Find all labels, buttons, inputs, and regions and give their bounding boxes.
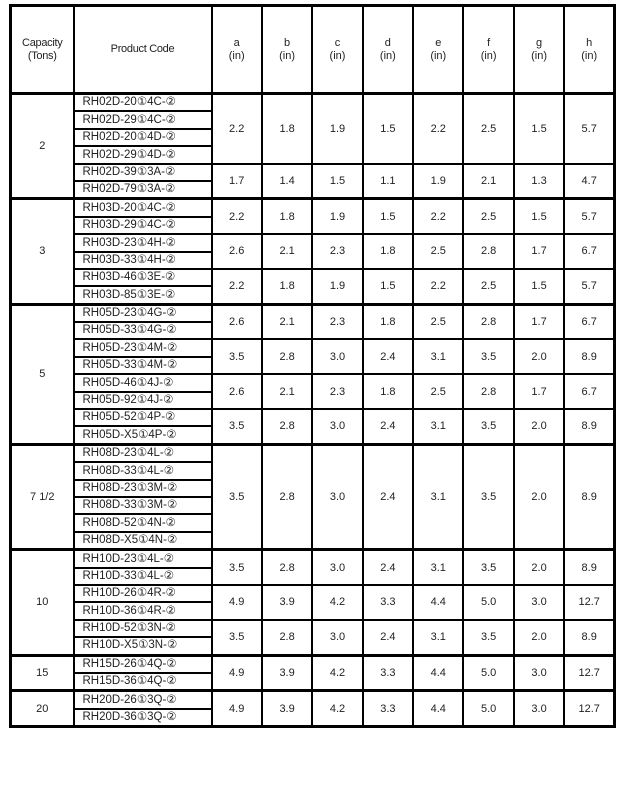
- dim-b-cell: 2.8: [262, 409, 312, 444]
- table-row: [11, 444, 615, 462]
- header-dim-unit: (in): [581, 49, 598, 62]
- dim-h-cell: 6.7: [564, 234, 614, 269]
- product-code-cell: RH03D-46①3E-②: [74, 269, 212, 286]
- product-code-cell: RH08D-52①4N-②: [74, 514, 212, 531]
- dim-a-cell: 4.9: [212, 655, 262, 691]
- dim-b-cell: 1.4: [262, 164, 312, 199]
- table-header: [11, 6, 615, 94]
- dim-f-cell: 3.5: [463, 339, 513, 374]
- dim-c-cell: 4.2: [312, 585, 362, 620]
- dim-c-cell: 2.3: [312, 234, 362, 269]
- dim-f-cell: 5.0: [463, 585, 513, 620]
- dim-a-cell: 3.5: [212, 444, 262, 549]
- product-code-cell: RH02D-20①4D-②: [74, 129, 212, 146]
- dim-d-cell: 2.4: [363, 409, 413, 444]
- header-capacity-unit: (Tons): [27, 49, 57, 62]
- capacity-cell: 3: [11, 199, 74, 304]
- dim-h-cell: 5.7: [564, 269, 614, 304]
- dim-a-cell: 4.9: [212, 691, 262, 727]
- product-code-cell: RH05D-92①4J-②: [74, 392, 212, 409]
- table-row: [11, 199, 615, 217]
- dim-e-cell: 3.1: [413, 620, 463, 655]
- dim-e-cell: 1.9: [413, 164, 463, 199]
- header-dim-f: [463, 6, 513, 94]
- product-code-cell: RH15D-36①4Q-②: [74, 673, 212, 691]
- dim-g-cell: 1.5: [514, 199, 564, 234]
- dim-c-cell: 4.2: [312, 655, 362, 691]
- product-code-cell: RH08D-23①4L-②: [74, 444, 212, 462]
- dim-g-cell: 3.0: [514, 655, 564, 691]
- dim-h-cell: 5.7: [564, 199, 614, 234]
- table-row: [11, 655, 615, 673]
- capacity-cell: 7 1/2: [11, 444, 74, 549]
- product-code-cell: RH05D-X5①4P-②: [74, 426, 212, 444]
- dim-b-cell: 2.1: [262, 234, 312, 269]
- product-code-cell: RH02D-79①3A-②: [74, 181, 212, 199]
- dim-b-cell: 1.8: [262, 269, 312, 304]
- dim-f-cell: 3.5: [463, 409, 513, 444]
- dim-h-cell: 4.7: [564, 164, 614, 199]
- header-dim-key: d: [384, 37, 391, 50]
- dim-f-cell: 3.5: [463, 550, 513, 585]
- dim-f-cell: 2.5: [463, 94, 513, 164]
- capacity-group: [11, 94, 615, 199]
- header-dim-h: [564, 6, 614, 94]
- dim-b-cell: 1.8: [262, 199, 312, 234]
- table-row: [11, 339, 615, 356]
- dim-c-cell: 1.9: [312, 269, 362, 304]
- dim-d-cell: 3.3: [363, 691, 413, 727]
- capacity-group: [11, 691, 615, 727]
- dim-d-cell: 1.1: [363, 164, 413, 199]
- product-code-cell: RH03D-33①4H-②: [74, 252, 212, 269]
- dim-d-cell: 1.8: [363, 234, 413, 269]
- dim-f-cell: 3.5: [463, 444, 513, 549]
- product-code-cell: RH10D-X5①3N-②: [74, 637, 212, 655]
- table-row: [11, 409, 615, 426]
- table-row: [11, 374, 615, 391]
- product-code-cell: RH02D-29①4D-②: [74, 146, 212, 163]
- header-dim-unit: (in): [531, 49, 547, 62]
- dim-f-cell: 2.5: [463, 199, 513, 234]
- dim-c-cell: 2.3: [312, 374, 362, 409]
- dim-c-cell: 3.0: [312, 620, 362, 655]
- dim-h-cell: 6.7: [564, 374, 614, 409]
- dim-e-cell: 2.2: [413, 269, 463, 304]
- capacity-cell: 15: [11, 655, 74, 691]
- dim-e-cell: 3.1: [413, 409, 463, 444]
- product-code-cell: RH20D-26①3Q-②: [74, 691, 212, 709]
- product-code-cell: RH03D-20①4C-②: [74, 199, 212, 217]
- dim-b-cell: 3.9: [262, 585, 312, 620]
- dim-g-cell: 2.0: [514, 409, 564, 444]
- dim-c-cell: 1.5: [312, 164, 362, 199]
- product-code-cell: RH10D-26①4R-②: [74, 585, 212, 602]
- product-code-cell: RH10D-36①4R-②: [74, 602, 212, 619]
- product-code-cell: RH08D-33①4L-②: [74, 462, 212, 479]
- dim-b-cell: 2.1: [262, 304, 312, 339]
- header-dim-key: h: [586, 37, 593, 50]
- dim-g-cell: 2.0: [514, 444, 564, 549]
- table-row: [11, 550, 615, 568]
- capacity-cell: 2: [11, 94, 74, 199]
- header-dim-unit: (in): [379, 49, 396, 62]
- header-dim-g: [514, 6, 564, 94]
- dim-d-cell: 2.4: [363, 444, 413, 549]
- dim-e-cell: 4.4: [413, 655, 463, 691]
- product-code-cell: RH05D-33①4M-②: [74, 357, 212, 374]
- product-code-cell: RH05D-23①4G-②: [74, 304, 212, 322]
- header-dim-key: f: [487, 37, 491, 50]
- product-code-cell: RH08D-23①3M-②: [74, 480, 212, 497]
- dim-g-cell: 1.7: [514, 304, 564, 339]
- table-row: [11, 164, 615, 181]
- header-dim-key: a: [233, 37, 240, 50]
- dim-a-cell: 3.5: [212, 620, 262, 655]
- dim-a-cell: 2.6: [212, 304, 262, 339]
- dim-a-cell: 2.2: [212, 269, 262, 304]
- product-code-cell: RH02D-20①4C-②: [74, 94, 212, 112]
- capacity-cell: 10: [11, 550, 74, 655]
- header-product-code-label: Product Code: [110, 43, 175, 56]
- spec-table-container: [9, 4, 616, 728]
- dim-b-cell: 2.8: [262, 444, 312, 549]
- capacity-group: [11, 444, 615, 549]
- product-code-cell: RH08D-33①3M-②: [74, 497, 212, 514]
- dim-b-cell: 3.9: [262, 655, 312, 691]
- capacity-cell: 5: [11, 304, 74, 444]
- dim-h-cell: 12.7: [564, 691, 614, 727]
- dim-f-cell: 2.5: [463, 269, 513, 304]
- header-dim-key: e: [435, 37, 442, 50]
- dim-h-cell: 12.7: [564, 655, 614, 691]
- table-row: [11, 620, 615, 637]
- table-row: [11, 234, 615, 251]
- header-dim-key: g: [535, 37, 543, 50]
- dim-a-cell: 3.5: [212, 339, 262, 374]
- dim-g-cell: 3.0: [514, 585, 564, 620]
- dim-a-cell: 2.6: [212, 234, 262, 269]
- dim-e-cell: 2.2: [413, 94, 463, 164]
- dim-e-cell: 4.4: [413, 585, 463, 620]
- dim-c-cell: 4.2: [312, 691, 362, 727]
- dim-h-cell: 8.9: [564, 620, 614, 655]
- dim-c-cell: 3.0: [312, 409, 362, 444]
- dim-b-cell: 1.8: [262, 94, 312, 164]
- product-code-cell: RH03D-85①3E-②: [74, 286, 212, 304]
- product-code-cell: RH05D-23①4M-②: [74, 339, 212, 356]
- header-dim-unit: (in): [228, 49, 245, 62]
- dim-h-cell: 6.7: [564, 304, 614, 339]
- dim-c-cell: 3.0: [312, 550, 362, 585]
- product-code-cell: RH03D-29①4C-②: [74, 217, 212, 234]
- capacity-group: [11, 304, 615, 444]
- capacity-group: [11, 199, 615, 304]
- dim-b-cell: 2.8: [262, 620, 312, 655]
- product-code-cell: RH20D-36①3Q-②: [74, 709, 212, 727]
- table-row: [11, 269, 615, 286]
- capacity-group: [11, 655, 615, 691]
- header-dim-unit: (in): [279, 49, 296, 62]
- product-code-cell: RH08D-X5①4N-②: [74, 532, 212, 550]
- dim-h-cell: 8.9: [564, 339, 614, 374]
- product-code-cell: RH05D-46①4J-②: [74, 374, 212, 391]
- dim-d-cell: 1.5: [363, 269, 413, 304]
- table-row: [11, 691, 615, 709]
- dim-f-cell: 2.8: [463, 374, 513, 409]
- product-code-cell: RH15D-26①4Q-②: [74, 655, 212, 673]
- dim-c-cell: 3.0: [312, 339, 362, 374]
- dim-f-cell: 3.5: [463, 620, 513, 655]
- dim-g-cell: 1.5: [514, 94, 564, 164]
- dim-c-cell: 1.9: [312, 94, 362, 164]
- header-dim-unit: (in): [430, 49, 447, 62]
- capacity-cell: 20: [11, 691, 74, 727]
- header-dim-key: c: [334, 37, 341, 50]
- dim-e-cell: 2.2: [413, 199, 463, 234]
- dim-f-cell: 5.0: [463, 691, 513, 727]
- dim-e-cell: 4.4: [413, 691, 463, 727]
- dim-a-cell: 3.5: [212, 409, 262, 444]
- dim-h-cell: 8.9: [564, 550, 614, 585]
- dim-d-cell: 2.4: [363, 339, 413, 374]
- dim-h-cell: 8.9: [564, 409, 614, 444]
- dim-d-cell: 1.8: [363, 374, 413, 409]
- table-row: [11, 94, 615, 112]
- header-capacity: [11, 6, 74, 94]
- dim-g-cell: 2.0: [514, 339, 564, 374]
- product-code-cell: RH10D-52①3N-②: [74, 620, 212, 637]
- dim-e-cell: 3.1: [413, 339, 463, 374]
- header-dim-e: [413, 6, 463, 94]
- dim-d-cell: 1.5: [363, 199, 413, 234]
- table-row: [11, 304, 615, 322]
- dim-b-cell: 2.1: [262, 374, 312, 409]
- dim-g-cell: 1.3: [514, 164, 564, 199]
- dim-a-cell: 1.7: [212, 164, 262, 199]
- dim-b-cell: 2.8: [262, 550, 312, 585]
- product-code-cell: RH02D-39①3A-②: [74, 164, 212, 181]
- dim-f-cell: 2.8: [463, 304, 513, 339]
- dim-f-cell: 5.0: [463, 655, 513, 691]
- dim-b-cell: 2.8: [262, 339, 312, 374]
- dim-e-cell: 3.1: [413, 550, 463, 585]
- header-dim-key: b: [284, 37, 291, 50]
- dim-d-cell: 2.4: [363, 550, 413, 585]
- dim-d-cell: 2.4: [363, 620, 413, 655]
- dim-a-cell: 3.5: [212, 550, 262, 585]
- header-dim-d: [363, 6, 413, 94]
- dim-a-cell: 2.6: [212, 374, 262, 409]
- dim-d-cell: 3.3: [363, 585, 413, 620]
- dim-g-cell: 1.5: [514, 269, 564, 304]
- product-code-cell: RH10D-23①4L-②: [74, 550, 212, 568]
- header-capacity-label: Capacity: [22, 37, 63, 50]
- header-product-code: [74, 6, 212, 94]
- dimensions-table: [9, 4, 616, 728]
- dim-b-cell: 3.9: [262, 691, 312, 727]
- dim-a-cell: 4.9: [212, 585, 262, 620]
- dim-e-cell: 2.5: [413, 234, 463, 269]
- dim-e-cell: 2.5: [413, 374, 463, 409]
- dim-c-cell: 2.3: [312, 304, 362, 339]
- dim-g-cell: 1.7: [514, 374, 564, 409]
- dim-h-cell: 12.7: [564, 585, 614, 620]
- dim-d-cell: 3.3: [363, 655, 413, 691]
- dim-e-cell: 3.1: [413, 444, 463, 549]
- dim-d-cell: 1.8: [363, 304, 413, 339]
- dim-f-cell: 2.8: [463, 234, 513, 269]
- header-dim-a: [212, 6, 262, 94]
- dim-g-cell: 1.7: [514, 234, 564, 269]
- header-dim-unit: (in): [329, 49, 346, 62]
- dim-g-cell: 2.0: [514, 550, 564, 585]
- header-dim-c: [312, 6, 362, 94]
- header-dim-b: [262, 6, 312, 94]
- dim-c-cell: 3.0: [312, 444, 362, 549]
- dim-a-cell: 2.2: [212, 199, 262, 234]
- dim-g-cell: 2.0: [514, 620, 564, 655]
- dim-d-cell: 1.5: [363, 94, 413, 164]
- capacity-group: [11, 550, 615, 655]
- dim-h-cell: 5.7: [564, 94, 614, 164]
- product-code-cell: RH02D-29①4C-②: [74, 111, 212, 128]
- dim-e-cell: 2.5: [413, 304, 463, 339]
- header-dim-unit: (in): [480, 49, 497, 62]
- product-code-cell: RH05D-52①4P-②: [74, 409, 212, 426]
- dim-g-cell: 3.0: [514, 691, 564, 727]
- product-code-cell: RH10D-33①4L-②: [74, 568, 212, 585]
- table-row: [11, 585, 615, 602]
- dim-c-cell: 1.9: [312, 199, 362, 234]
- product-code-cell: RH05D-33①4G-②: [74, 322, 212, 339]
- dim-f-cell: 2.1: [463, 164, 513, 199]
- dim-h-cell: 8.9: [564, 444, 614, 549]
- dim-a-cell: 2.2: [212, 94, 262, 164]
- product-code-cell: RH03D-23①4H-②: [74, 234, 212, 251]
